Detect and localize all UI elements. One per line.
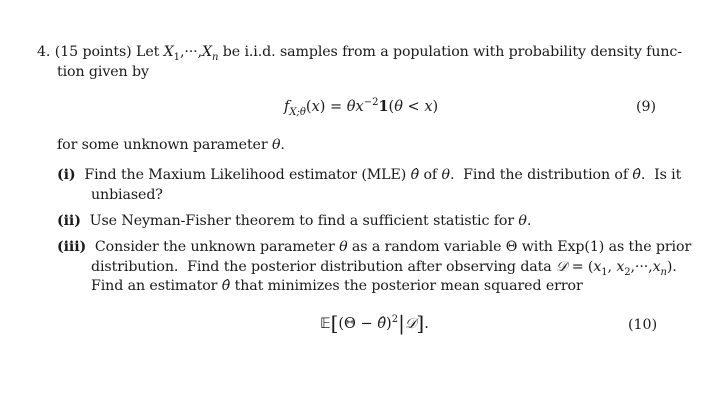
part-i-label: (i) xyxy=(57,167,76,183)
part-ii-label: (ii) xyxy=(57,213,81,229)
equation-number-10: (10) xyxy=(628,317,658,333)
part-iii-line-3: Find an estimator θ̂ that minimizes the posterior mean squared error xyxy=(91,278,583,294)
part-iii-label: (iii) xyxy=(57,239,87,255)
equation-density: $f_{X;\theta}(x) = \theta x^{-2}1(\theta < x)$ xyxy=(284,97,439,118)
part-i-line-2: unbiased? xyxy=(91,187,163,203)
equation-posterior-mse: 𝔼[(Θ − θ̂)$^2$|𝒟]. xyxy=(320,311,429,335)
intro-text-1: Let $X_1,\cdot\cdot\cdot,X_n$ be i.i.d. samples from a population with probability density func- xyxy=(136,44,682,63)
part-iii-line-2: distribution. Find the posterior distribution after observing data 𝒟 = ($x_1$, $x_2,\cdot\cdot\cdot,x_n$). xyxy=(91,259,677,278)
equation-number-9: (9) xyxy=(636,99,657,115)
part-i-line-1: (i) Find the Maxium Likelihood estimator (MLE) θ̂ of θ. Find the distribution of θ̂. Is it xyxy=(57,167,682,183)
after-equation-text: for some unknown parameter θ. xyxy=(57,137,285,153)
problem-intro-line-1 xyxy=(37,43,682,61)
problem-number: 4. xyxy=(37,44,51,60)
problem-intro-line-2: tion given by xyxy=(57,64,149,80)
part-iii-line-1: (iii) Consider the unknown parameter θ as a random variable Θ with Exp(1) as the prior xyxy=(57,239,692,255)
part-ii-line-1: (ii) Use Neyman-Fisher theorem to find a sufficient statistic for θ. xyxy=(57,213,532,229)
problem-points: (15 points) xyxy=(54,44,132,60)
